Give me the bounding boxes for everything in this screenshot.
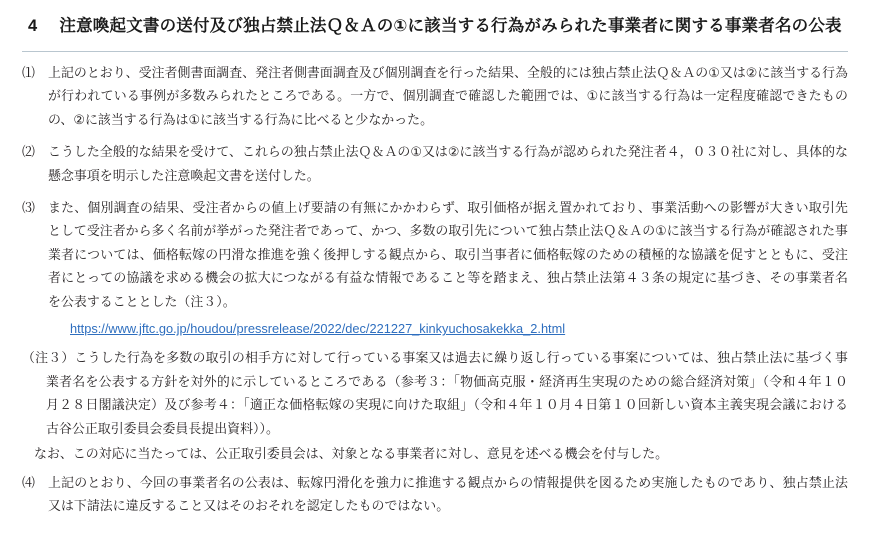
paragraph-marker: ⑴ <box>22 64 35 80</box>
section-number: 4 <box>28 17 38 35</box>
paragraph-text: こうした全般的な結果を受けて、これらの独占禁止法Ｑ＆Ａの①又は②に該当する行為が認められた発注者４，０３０社に対し、具体的な懸念事項を明示した注意喚起文書を送付した。 <box>48 144 848 183</box>
paragraph <box>22 196 848 313</box>
paragraph-marker: ⑷ <box>22 474 35 490</box>
paragraph-marker: ⑵ <box>22 144 35 160</box>
paragraph-text: 上記のとおり、今回の事業者名の公表は、転嫁円滑化を強力に推進する観点からの情報提供を図るため実施したものであり、独占禁止法又は下請法に違反すること又はそのおそれを認定したものではない。 <box>48 474 848 514</box>
section-heading <box>22 14 848 40</box>
paragraph-text: また、個別調査の結果、受注者からの値上げ要請の有無にかかわらず、取引価格が据え置かれており、事業活動への影響が大きい取引先として受注者から多く名前が挙がった発注者であって、かつ、多数の取引先について独占禁止法Ｑ＆Ａの①に該当する行為が確認された事業者については、価格転嫁の円滑な推進を強く後押しする観点から、取引当事者に価格転嫁のための積極的な協議を促すとともに、受注者にとっての協議を求める機会の拡大につながる有益な情報であること等を踏まえ、独占禁止法第４３条の規定に基づき、その事業者名を公表することとした（注３）。 <box>48 199 848 309</box>
section-title: 注意喚起文書の送付及び独占禁止法Ｑ＆Ａの①に該当する行為がみられた事業者に関する事業者名の公表 <box>59 17 842 35</box>
document-body <box>22 52 848 518</box>
paragraph <box>22 471 848 518</box>
paragraph-marker: ⑶ <box>22 199 35 215</box>
press-release-link[interactable]: https://www.jftc.go.jp/houdou/pressrelease/2022/dec/221227_kinkyuchosakekka_2.html <box>70 321 566 337</box>
paragraph <box>22 61 848 131</box>
footnote-additional: なお、この対応に当たっては、公正取引委員会は、対象となる事業者に対し、意見を述べる機会を付与した。 <box>34 446 669 462</box>
footnote-3: （注３）こうした行為を多数の取引の相手方に対して行っている事案又は過去に繰り返し行っている事案については、独占禁止法に基づく事業者名を公表する方針を対外的に示しているところである（参考３：「物価高克服・経済再生実現のための総合経済対策」（令和４年１０月２８日閣議決定）及び参考４：「適正な価格転嫁の実現に向けた取組」（令和４年１０月４日第１０回新しい資本主義実現会議における古谷公正取引委員会委員長提出資料））。 <box>22 350 848 436</box>
paragraph <box>22 140 848 187</box>
paragraph-text: 上記のとおり、受注者側書面調査、発注者側書面調査及び個別調査を行った結果、全般的には独占禁止法Ｑ＆Ａの①又は②に該当する行為が行われている事例が多数みられたところである。一方で、個別調査で確認した範囲では、①に該当する行為は一定程度確認できたものの、②に該当する行為は①に該当する行為に比べると少なかった。 <box>48 64 848 127</box>
reference-link-line <box>22 318 848 340</box>
